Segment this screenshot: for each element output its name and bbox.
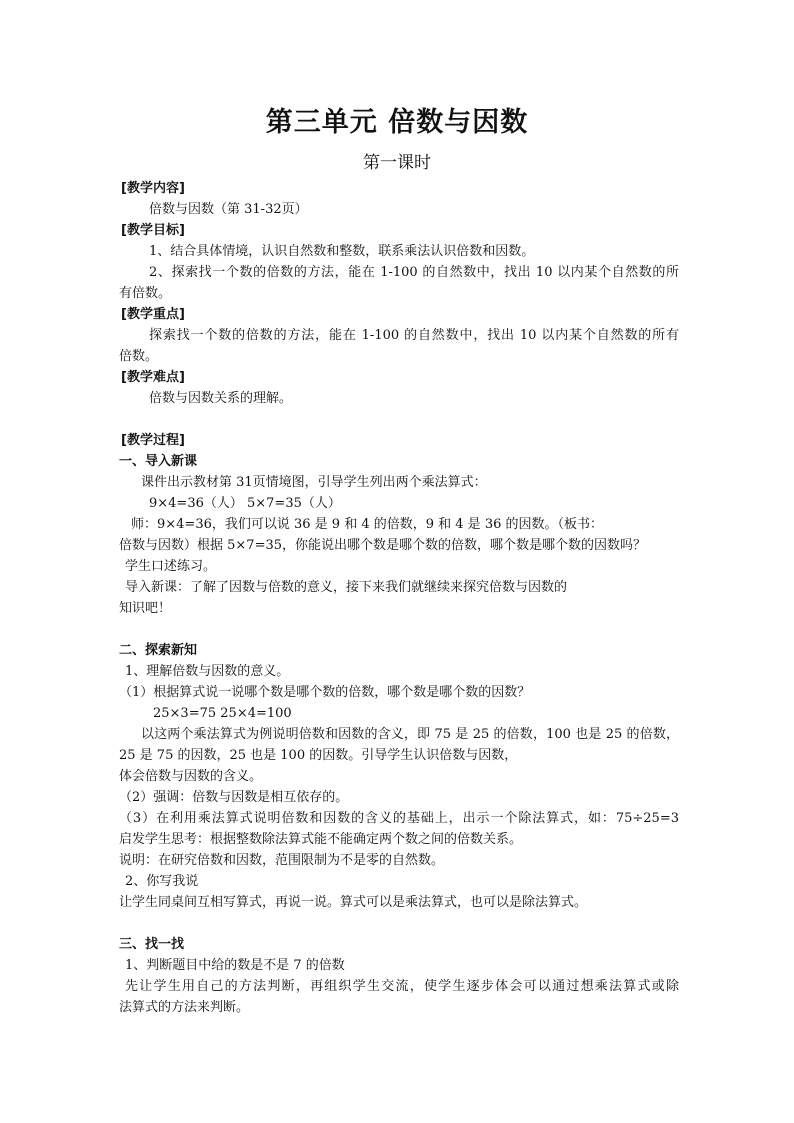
section-2-line: （3）在利用乘法算式说明倍数和因数的含义的基础上，出示一个除法算式，如：75÷25=3 (119, 811, 679, 826)
unit-title: 第三单元 倍数与因数 (265, 107, 529, 138)
key-point-line-b: 倍数。 (119, 349, 159, 364)
section-1-heading: 一、导入新课 (119, 454, 198, 469)
section-2-line: 2、你写我说 (125, 874, 199, 889)
section-1-line: 9×4=36（人） 5×7=35（人） (149, 496, 341, 511)
section-2-heading: 二、探索新知 (119, 643, 198, 658)
section-2-line: 启发学生思考：根据整数除法算式能不能确定两个数之间的倍数关系。 (119, 832, 523, 847)
section-3-line: 1、判断题目中给的数是不是 7 的倍数 (125, 958, 345, 973)
section-2-line: 25 是 75 的因数，25 也是 100 的因数。引导学生认识倍数与因数， (119, 748, 518, 763)
section-1-line: 导入新课：了解了因数与倍数的意义，接下来我们就继续来探究倍数与因数的 (125, 580, 568, 595)
section-1-line: 师：9×4=36，我们可以说 36 是 9 和 4 的倍数，9 和 4 是 36 的因数。（板书： (131, 517, 603, 532)
section-2-line: （1）根据算式说一说哪个数是哪个数的倍数，哪个数是哪个数的因数？ (119, 685, 531, 700)
lesson-body (119, 178, 679, 1018)
section-1-line: 知识吧！ (119, 601, 172, 616)
heading-goals: [教学目标] (121, 223, 185, 238)
difficulty-text: 倍数与因数关系的理解。 (149, 391, 293, 406)
heading-content: [教学内容] (121, 181, 185, 196)
goal-2-line-a: 2、探索找一个数的倍数的方法，能在 1-100 的自然数中，找出 10 以内某个自然数的所 (149, 265, 679, 280)
heading-key-points: [教学重点] (121, 307, 185, 322)
goal-2-line-b: 有倍数。 (119, 286, 172, 301)
heading-difficulty: [教学难点] (121, 370, 185, 385)
section-2-line: 25×3=75 25×4=100 (153, 706, 292, 721)
section-2-line: 说明：在研究倍数和因数，范围限制为不是零的自然数。 (119, 853, 445, 868)
lesson-subtitle: 第一课时 (363, 153, 431, 173)
section-1-line: 课件出示教材第 31页情境图，引导学生列出两个乘法算式： (141, 475, 487, 490)
heading-process: [教学过程] (121, 433, 185, 448)
section-1-line: 倍数与因数）根据 5×7=35，你能说出哪个数是哪个数的倍数，哪个数是哪个数的因数吗？ (119, 538, 647, 553)
content-text: 倍数与因数（第 31-32页） (149, 202, 308, 217)
section-3-heading: 三、找一找 (119, 937, 185, 952)
key-point-line-a: 探索找一个数的倍数的方法，能在 1-100 的自然数中，找出 10 以内某个自然数的所有 (149, 328, 679, 343)
section-2-line: 让学生同桌间互相写算式，再说一说。算式可以是乘法算式，也可以是除法算式。 (119, 895, 588, 910)
section-2-line: 1、理解倍数与因数的意义。 (125, 664, 290, 679)
section-2-line: （2）强调：倍数与因数是相互依存的。 (119, 790, 349, 805)
section-1-line: 学生口述练习。 (125, 559, 217, 574)
goal-1: 1、结合具体情境，认识自然数和整数，联系乘法认识倍数和因数。 (149, 244, 535, 259)
section-3-line: 法算式的方法来判断。 (119, 1000, 250, 1015)
section-2-line: 体会倍数与因数的含义。 (119, 769, 263, 784)
section-3-line: 先让学生用自己的方法判断，再组织学生交流，使学生逐步体会可以通过想乘法算式或除 (125, 979, 679, 994)
section-2-line: 以这两个乘法算式为例说明倍数和因数的含义，即 75 是 25 的倍数，100 也是 25 的倍数， (141, 727, 679, 742)
